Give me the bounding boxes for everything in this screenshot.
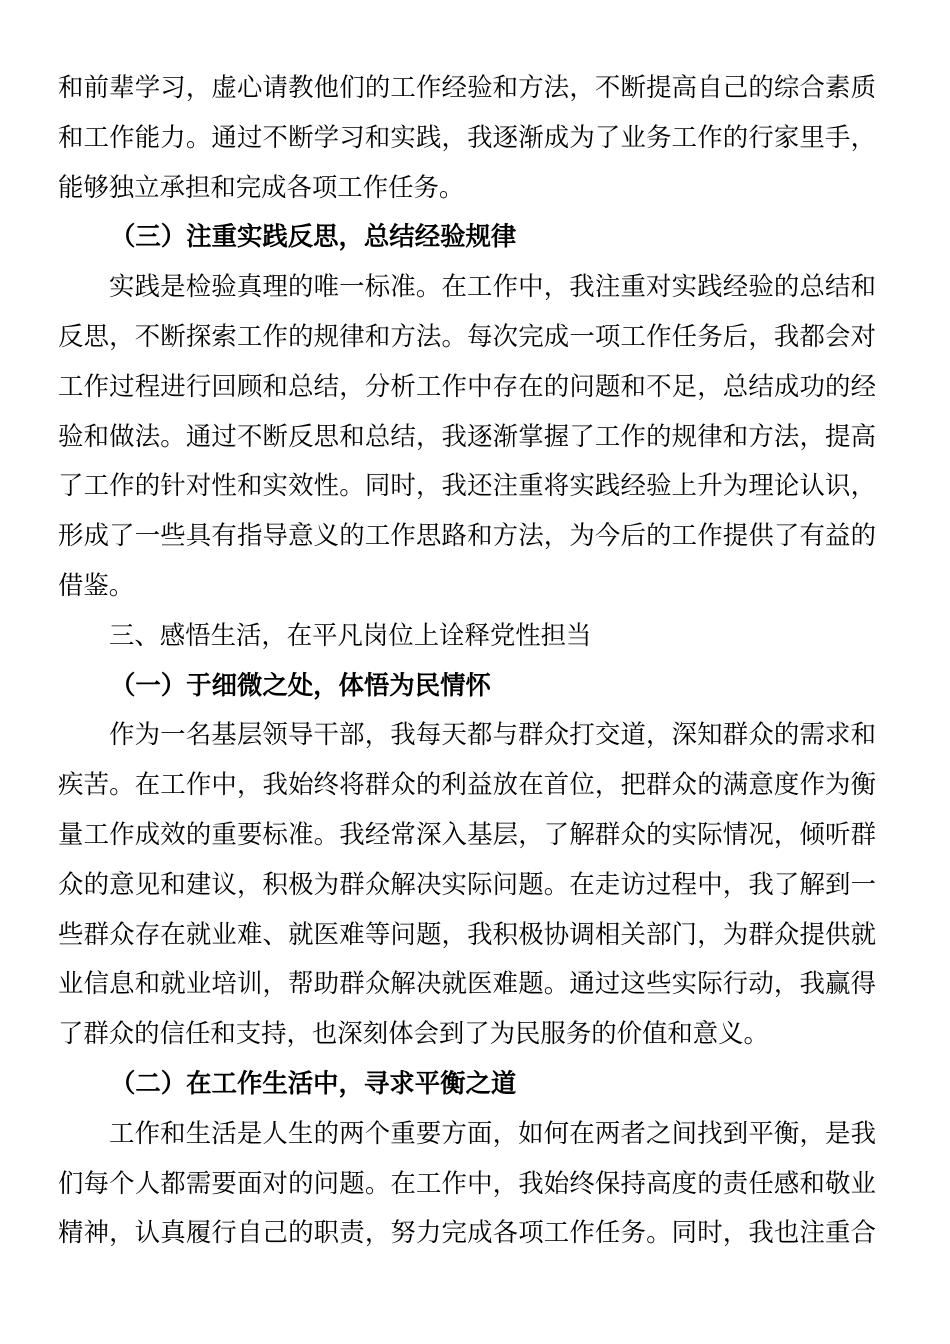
text-line: 业信息和就业培训，帮助群众解决就医难题。通过这些实际行动，我赢得 xyxy=(58,968,876,999)
text-line: 工作和生活是人生的两个重要方面，如何在两者之间找到平衡，是我 xyxy=(109,1117,876,1148)
text-line: 了群众的信任和支持，也深刻体会到了为民服务的价值和意义。 xyxy=(58,1018,769,1049)
section-title-3: 三、感悟生活，在平凡岗位上诠释党性担当 xyxy=(109,619,592,650)
text-line: 精神，认真履行自己的职责，努力完成各项工作任务。同时，我也注重合 xyxy=(58,1217,876,1248)
text-line: 些群众存在就业难、就医难等问题，我积极协调相关部门，为群众提供就 xyxy=(58,918,876,949)
paragraph-work-life-balance xyxy=(58,1109,876,1258)
paragraph-practice-reflection xyxy=(58,262,876,611)
text-line: 们每个人都需要面对的问题。在工作中，我始终保持高度的责任感和敬业 xyxy=(58,1167,876,1198)
text-line: 众的意见和建议，积极为群众解决实际问题。在走访过程中，我了解到一 xyxy=(58,868,876,899)
text-line: 作为一名基层领导干部，我每天都与群众打交道，深知群众的需求和 xyxy=(109,719,876,750)
text-line: 疾苦。在工作中，我始终将群众的利益放在首位，把群众的满意度作为衡 xyxy=(58,769,876,800)
text-line: 实践是检验真理的唯一标准。在工作中，我注重对实践经验的总结和 xyxy=(109,271,876,302)
text-line: 和前辈学习，虚心请教他们的工作经验和方法，不断提高自己的综合素质 xyxy=(58,72,876,102)
text-line: 工作过程进行回顾和总结，分析工作中存在的问题和不足，总结成功的经 xyxy=(58,370,876,401)
subheading-3: （三）注重实践反思，总结经验规律 xyxy=(110,221,517,252)
paragraph-serve-people xyxy=(58,710,876,1059)
text-line: 能够独立承担和完成各项工作任务。 xyxy=(58,171,465,202)
text-line: 了工作的针对性和实效性。同时，我还注重将实践经验上升为理论认识， xyxy=(58,470,876,501)
subheading-2: （二）在工作生活中，寻求平衡之道 xyxy=(110,1067,517,1098)
text-line: 形成了一些具有指导意义的工作思路和方法，为今后的工作提供了有益的 xyxy=(58,520,876,551)
document-page xyxy=(58,63,876,1258)
paragraph-continued xyxy=(58,63,876,212)
text-line: 和工作能力。通过不断学习和实践，我逐渐成为了业务工作的行家里手， xyxy=(58,121,876,152)
text-line: 量工作成效的重要标准。我经常深入基层，了解群众的实际情况，倾听群 xyxy=(58,818,876,849)
text-line: 反思，不断探索工作的规律和方法。每次完成一项工作任务后，我都会对 xyxy=(58,320,876,351)
text-line: 验和做法。通过不断反思和总结，我逐渐掌握了工作的规律和方法，提高 xyxy=(58,420,876,451)
subheading-1: （一）于细微之处，体悟为民情怀 xyxy=(110,669,491,700)
text-line: 借鉴。 xyxy=(58,569,135,600)
